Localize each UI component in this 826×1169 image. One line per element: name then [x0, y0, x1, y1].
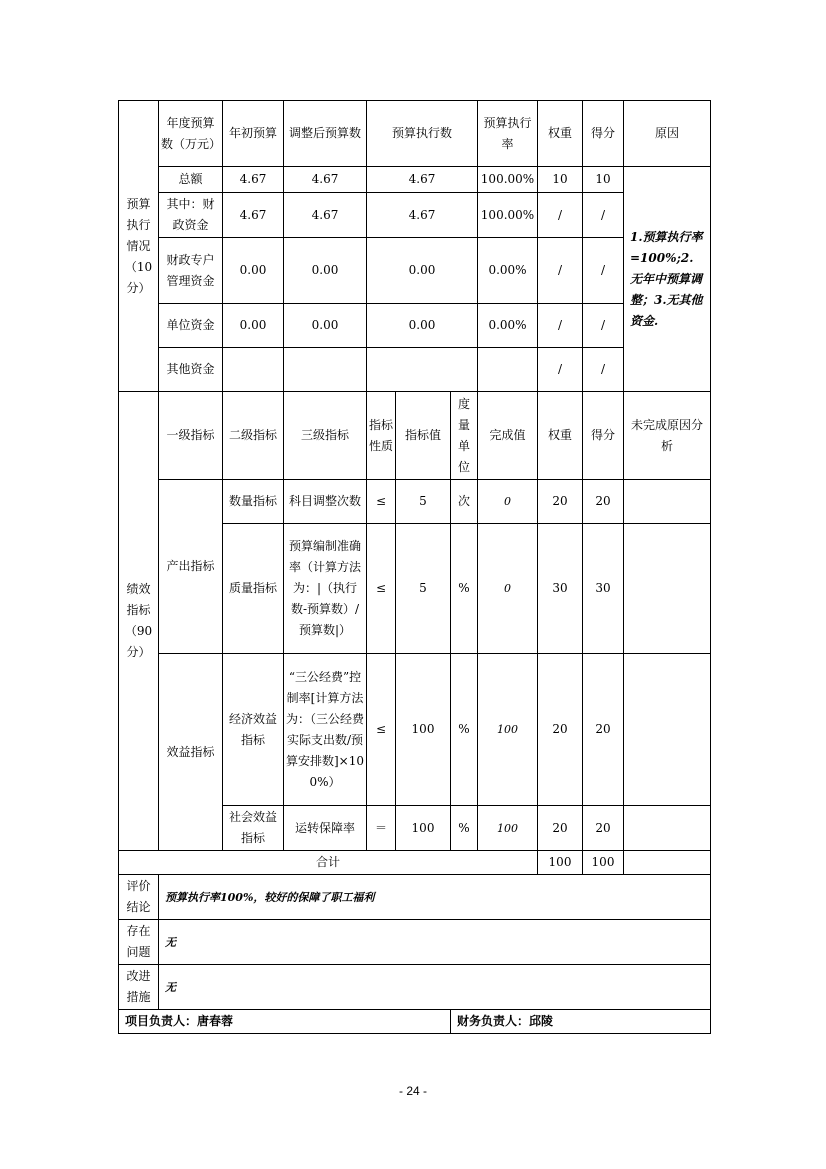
perf-row-weight: 30 [538, 524, 583, 654]
budget-row-initial: 4.67 [223, 167, 284, 193]
budget-row-weight: 10 [538, 167, 583, 193]
budget-row-executed: 0.00 [367, 304, 478, 348]
perf-level1-output: 产出指标 [159, 480, 223, 654]
budget-header-reason: 原因 [624, 101, 711, 167]
perf-header-nature: 指标性质 [367, 392, 396, 480]
perf-row-level3: 科目调整次数 [284, 480, 367, 524]
budget-row-executed: 4.67 [367, 167, 478, 193]
budget-row-weight: / [538, 304, 583, 348]
perf-row-level2: 质量指标 [223, 524, 284, 654]
budget-row-rate: 100.00% [478, 167, 538, 193]
budget-row-adjusted: 0.00 [284, 304, 367, 348]
budget-header-score: 得分 [583, 101, 624, 167]
perf-row-nature: ＝ [367, 806, 396, 851]
perf-row-nature: ≤ [367, 480, 396, 524]
perf-row-score: 20 [583, 654, 624, 806]
budget-row-score: / [583, 238, 624, 304]
budget-row-weight: / [538, 348, 583, 392]
perf-row-score: 20 [583, 806, 624, 851]
perf-row-value: 100 [396, 654, 451, 806]
budget-row-initial: 0.00 [223, 304, 284, 348]
perf-row-nature: ≤ [367, 654, 396, 806]
budget-row-rate: 100.00% [478, 193, 538, 238]
budget-header-weight: 权重 [538, 101, 583, 167]
finance-lead: 财务负责人：邱陵 [451, 1010, 711, 1034]
problems-row [119, 920, 711, 965]
budget-header-executed: 预算执行数 [367, 101, 478, 167]
perf-row-done: 0 [478, 524, 538, 654]
signature-row [119, 1010, 711, 1034]
budget-row-weight: / [538, 238, 583, 304]
measures-row [119, 965, 711, 1010]
perf-header-reason: 未完成原因分析 [624, 392, 711, 480]
perf-row-value: 100 [396, 806, 451, 851]
performance-section-label: 绩效指标（90分） [119, 392, 159, 851]
perf-row-done: 100 [478, 654, 538, 806]
perf-row-weight: 20 [538, 654, 583, 806]
perf-row-nature: ≤ [367, 524, 396, 654]
perf-row-unit: % [451, 654, 478, 806]
budget-row-name: 其中：财政资金 [159, 193, 223, 238]
budget-row-name: 其他资金 [159, 348, 223, 392]
budget-row-rate: 0.00% [478, 304, 538, 348]
perf-row-level2: 经济效益指标 [223, 654, 284, 806]
budget-row-adjusted [284, 348, 367, 392]
perf-row-level3: “三公经费”控制率[计算方法为：（三公经费实际支出数/预算安排数]×100%） [284, 654, 367, 806]
budget-row-weight: / [538, 193, 583, 238]
perf-row-reason [624, 806, 711, 851]
budget-row-name: 财政专户管理资金 [159, 238, 223, 304]
conclusion-row [119, 875, 711, 920]
perf-row-unit: % [451, 524, 478, 654]
conclusion-label: 评价结论 [119, 875, 159, 920]
budget-row-rate: 0.00% [478, 238, 538, 304]
budget-row-adjusted: 4.67 [284, 193, 367, 238]
budget-row-adjusted: 4.67 [284, 167, 367, 193]
budget-row-score: / [583, 304, 624, 348]
perf-row-weight: 20 [538, 806, 583, 851]
perf-row-level2: 数量指标 [223, 480, 284, 524]
budget-row-name: 总额 [159, 167, 223, 193]
perf-row-level3: 预算编制准确率（计算方法为：|（执行数-预算数）/预算数|） [284, 524, 367, 654]
perf-row-unit: 次 [451, 480, 478, 524]
perf-header-weight: 权重 [538, 392, 583, 480]
total-label: 合计 [119, 851, 538, 875]
budget-row-other-funds [119, 348, 711, 392]
perf-header-unit: 度量单位 [451, 392, 478, 480]
budget-row-score: 10 [583, 167, 624, 193]
budget-row-score: / [583, 348, 624, 392]
budget-row-executed: 0.00 [367, 238, 478, 304]
page-number: - 24 - [398, 1084, 427, 1098]
problems-text: 无 [159, 920, 711, 965]
measures-label: 改进措施 [119, 965, 159, 1010]
perf-header-level3: 三级指标 [284, 392, 367, 480]
budget-header-annual: 年度预算数（万元） [159, 101, 223, 167]
budget-section-label: 预算执行情况（10分） [119, 101, 159, 392]
budget-row-unit-funds [119, 304, 711, 348]
perf-row-done: 0 [478, 480, 538, 524]
budget-row-initial: 0.00 [223, 238, 284, 304]
perf-row-level2: 社会效益指标 [223, 806, 284, 851]
perf-row-score: 20 [583, 480, 624, 524]
perf-header-level2: 二级指标 [223, 392, 284, 480]
budget-row-rate [478, 348, 538, 392]
total-score: 100 [583, 851, 624, 875]
budget-row-executed: 4.67 [367, 193, 478, 238]
budget-row-special-account [119, 238, 711, 304]
budget-header-initial: 年初预算 [223, 101, 284, 167]
total-weight: 100 [538, 851, 583, 875]
perf-row-done: 100 [478, 806, 538, 851]
perf-header-value: 指标值 [396, 392, 451, 480]
budget-row-score: / [583, 193, 624, 238]
perf-row-level3: 运转保障率 [284, 806, 367, 851]
perf-level1-benefit: 效益指标 [159, 654, 223, 851]
perf-row-value: 5 [396, 524, 451, 654]
budget-row-adjusted: 0.00 [284, 238, 367, 304]
budget-row-initial: 4.67 [223, 193, 284, 238]
performance-evaluation-table [118, 100, 711, 1034]
problems-label: 存在问题 [119, 920, 159, 965]
budget-row-executed [367, 348, 478, 392]
perf-row-economic [119, 654, 711, 806]
budget-header-adjusted: 调整后预算数 [284, 101, 367, 167]
budget-row-name: 单位资金 [159, 304, 223, 348]
perf-row-reason [624, 524, 711, 654]
perf-header-level1: 一级指标 [159, 392, 223, 480]
perf-row-quantity [119, 480, 711, 524]
measures-text: 无 [159, 965, 711, 1010]
perf-row-unit: % [451, 806, 478, 851]
perf-row-reason [624, 480, 711, 524]
performance-header-row [119, 392, 711, 480]
budget-reason: 1.预算执行率=100%;2.无年中预算调整；3.无其他资金. [624, 167, 711, 392]
budget-header-rate: 预算执行率 [478, 101, 538, 167]
perf-row-value: 5 [396, 480, 451, 524]
budget-row-fiscal [119, 193, 711, 238]
conclusion-text: 预算执行率100%，较好的保障了职工福利 [159, 875, 711, 920]
total-row [119, 851, 711, 875]
perf-header-score: 得分 [583, 392, 624, 480]
perf-header-done: 完成值 [478, 392, 538, 480]
budget-row-initial [223, 348, 284, 392]
budget-row-total [119, 167, 711, 193]
perf-row-score: 30 [583, 524, 624, 654]
perf-row-weight: 20 [538, 480, 583, 524]
project-lead: 项目负责人：唐春蓉 [119, 1010, 451, 1034]
total-reason [624, 851, 711, 875]
perf-row-reason [624, 654, 711, 806]
budget-header-row [119, 101, 711, 167]
